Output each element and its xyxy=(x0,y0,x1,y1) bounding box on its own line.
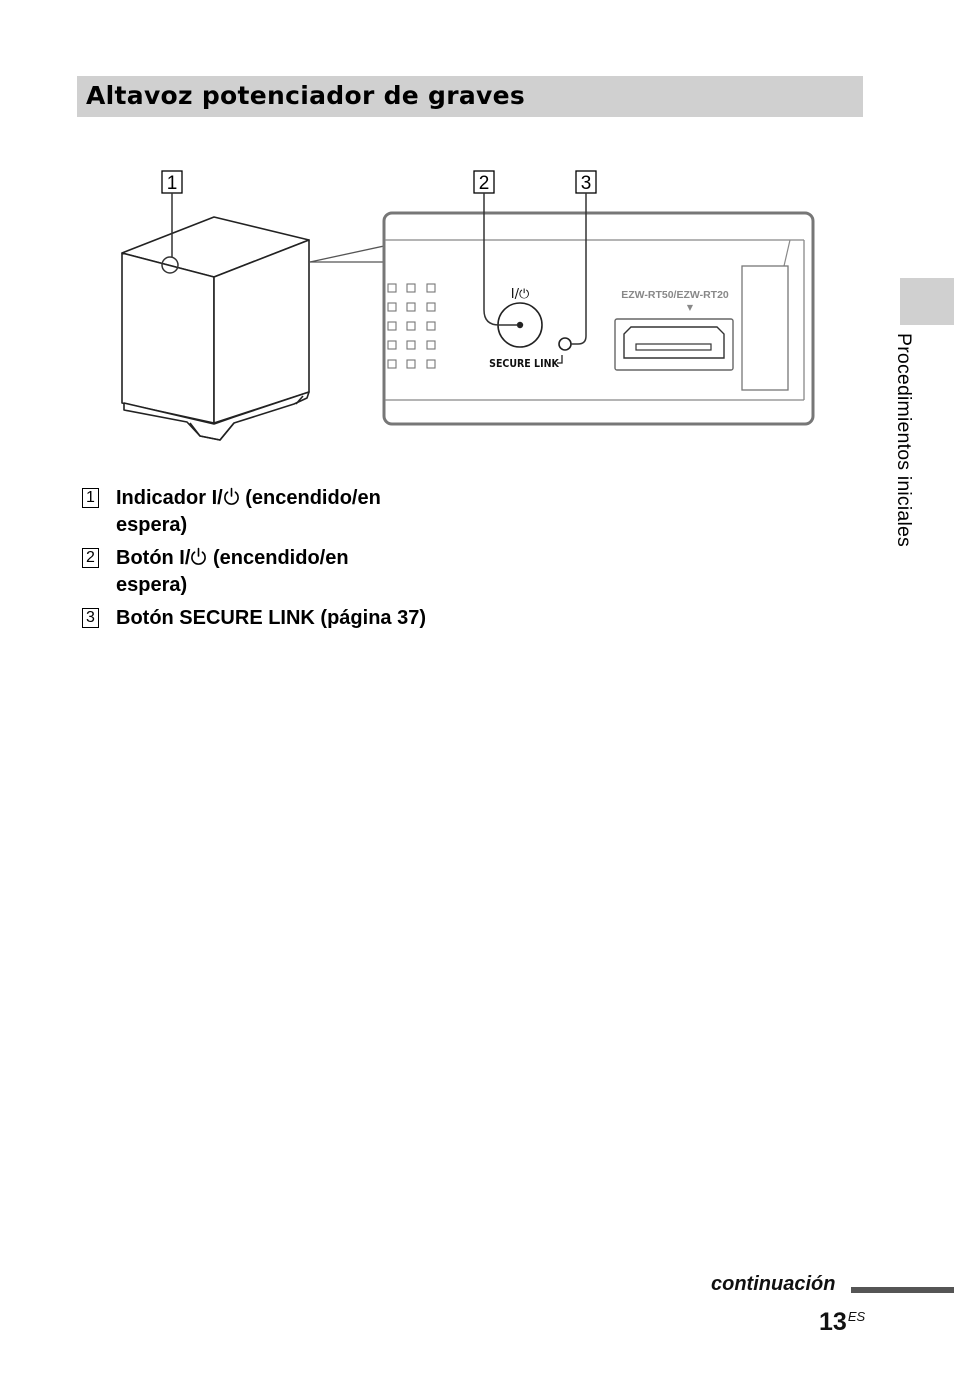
continue-label: continuación xyxy=(711,1273,836,1295)
callout-1-number: 1 xyxy=(166,173,178,194)
callout-3 xyxy=(576,171,596,194)
page-number: $13^{ES}$ xyxy=(819,1308,866,1336)
page-language-suffix: ES xyxy=(847,1309,866,1324)
subwoofer-cabinet xyxy=(122,217,309,440)
item-text: Botón I/ (encendido/en espera) xyxy=(116,547,349,596)
continue-bar xyxy=(851,1287,954,1293)
power-button-label: I/⏻ xyxy=(510,287,530,302)
power-icon xyxy=(223,487,240,506)
wireless-slot xyxy=(615,319,733,370)
item-number-box: 1 xyxy=(82,488,99,508)
callout-3-number: 3 xyxy=(580,173,592,194)
item-number-box: 2 xyxy=(82,548,99,568)
model-arrow-icon: ▼ xyxy=(686,303,694,312)
list-item xyxy=(82,545,426,599)
model-label: EZW-RT50/EZW-RT20 xyxy=(621,289,729,301)
control-panel-closeup xyxy=(384,213,813,424)
list-item xyxy=(82,485,426,539)
callout-legend xyxy=(82,485,426,638)
item-text: Indicador I/ (encendido/en espera) xyxy=(116,487,381,536)
list-item xyxy=(82,605,426,632)
item-text: Botón SECURE LINK (página 37) xyxy=(116,607,427,629)
subwoofer-diagram xyxy=(0,0,954,470)
section-title: Altavoz potenciador de graves xyxy=(86,81,526,110)
item-number-box: 3 xyxy=(82,608,99,628)
callout-2 xyxy=(474,171,494,194)
callout-1 xyxy=(162,171,182,194)
callout-2-number: 2 xyxy=(478,173,490,194)
power-icon xyxy=(190,547,207,566)
secure-link-label: SECURE LINK xyxy=(489,358,559,370)
side-tab-label: Procedimientos iniciales xyxy=(893,333,915,547)
